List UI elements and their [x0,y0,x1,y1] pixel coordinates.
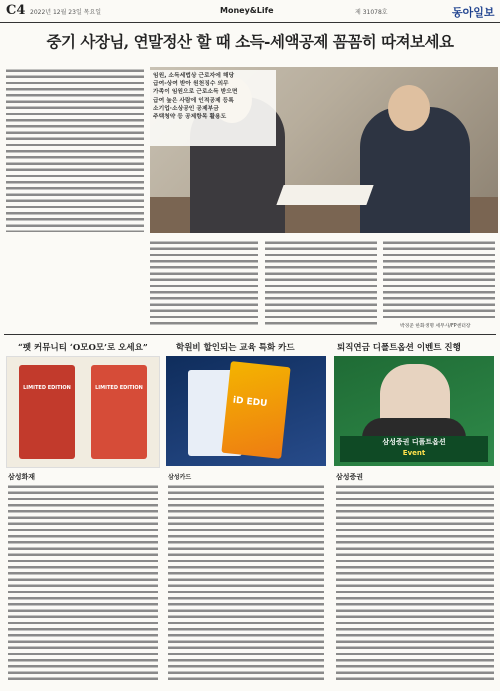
ad-title-pet: “펫 커뮤니티 ‘O모O모’로 오세요” [18,343,148,353]
subhead-line: 주택청약 등 공제항목 활용도 [153,114,227,121]
article-body-column-4 [383,240,495,320]
ad-company-samsung-fire: 삼성화재 [8,473,36,481]
ad-image-card [166,356,326,466]
edition-label: LIMITED EDITION [95,385,143,391]
ad-title-card: 학원비 할인되는 교육 특화 카드 [176,343,295,353]
article-body-column-2 [150,240,258,328]
ad-company-samsung-securities: 삼성증권 [336,473,364,481]
banner-line-1: 삼성증권 디폴트옵션 [382,438,446,446]
subhead-line: 소기업·소상공인 공제부금 [153,105,219,112]
article-body-column-1 [6,68,144,232]
subhead-line: 급여-상여 받아 원천징수 의무 [153,81,229,88]
ad-body-card [168,484,324,682]
article-subheads [150,70,276,146]
edition-label: LIMITED EDITION [23,385,71,391]
article-byline: 박경준 한화생명 세무사/FP센터장 [400,324,471,329]
ad-body-pension [336,484,494,682]
ad-company-samsung-card: 삼성카드 [168,474,192,481]
ad-body-pet [8,484,158,682]
ad-image-pet [6,356,160,468]
issue-number: 제 31078호 [355,9,388,16]
issue-date: 2022년 12월 23일 목요일 [30,9,102,16]
page-header [0,0,500,23]
subhead-line: 급여 높은 사람에 인적공제 등록 [153,97,234,104]
ad-image-pension [334,356,494,466]
card-label: iD EDU [232,395,268,410]
section-name: Money&Life [220,6,274,15]
article-headline: 중기 사장님, 연말정산 할 때 소득-세액공제 꼼꼼히 따져보세요 [46,32,454,51]
page-number: C4 [6,3,26,18]
banner-line-2: Event [402,449,426,457]
subhead-line: 임원, 소득세법상 근로자에 해당 [153,73,235,79]
newspaper-logo: 동아일보 [452,6,495,19]
subhead-line: 가족이 임원으로 근로소득 받으면 [153,89,238,96]
ad-title-pension: 퇴직연금 디폴트옵션 이벤트 진행 [337,343,461,353]
divider [4,334,496,335]
article-body-column-3 [265,240,377,328]
